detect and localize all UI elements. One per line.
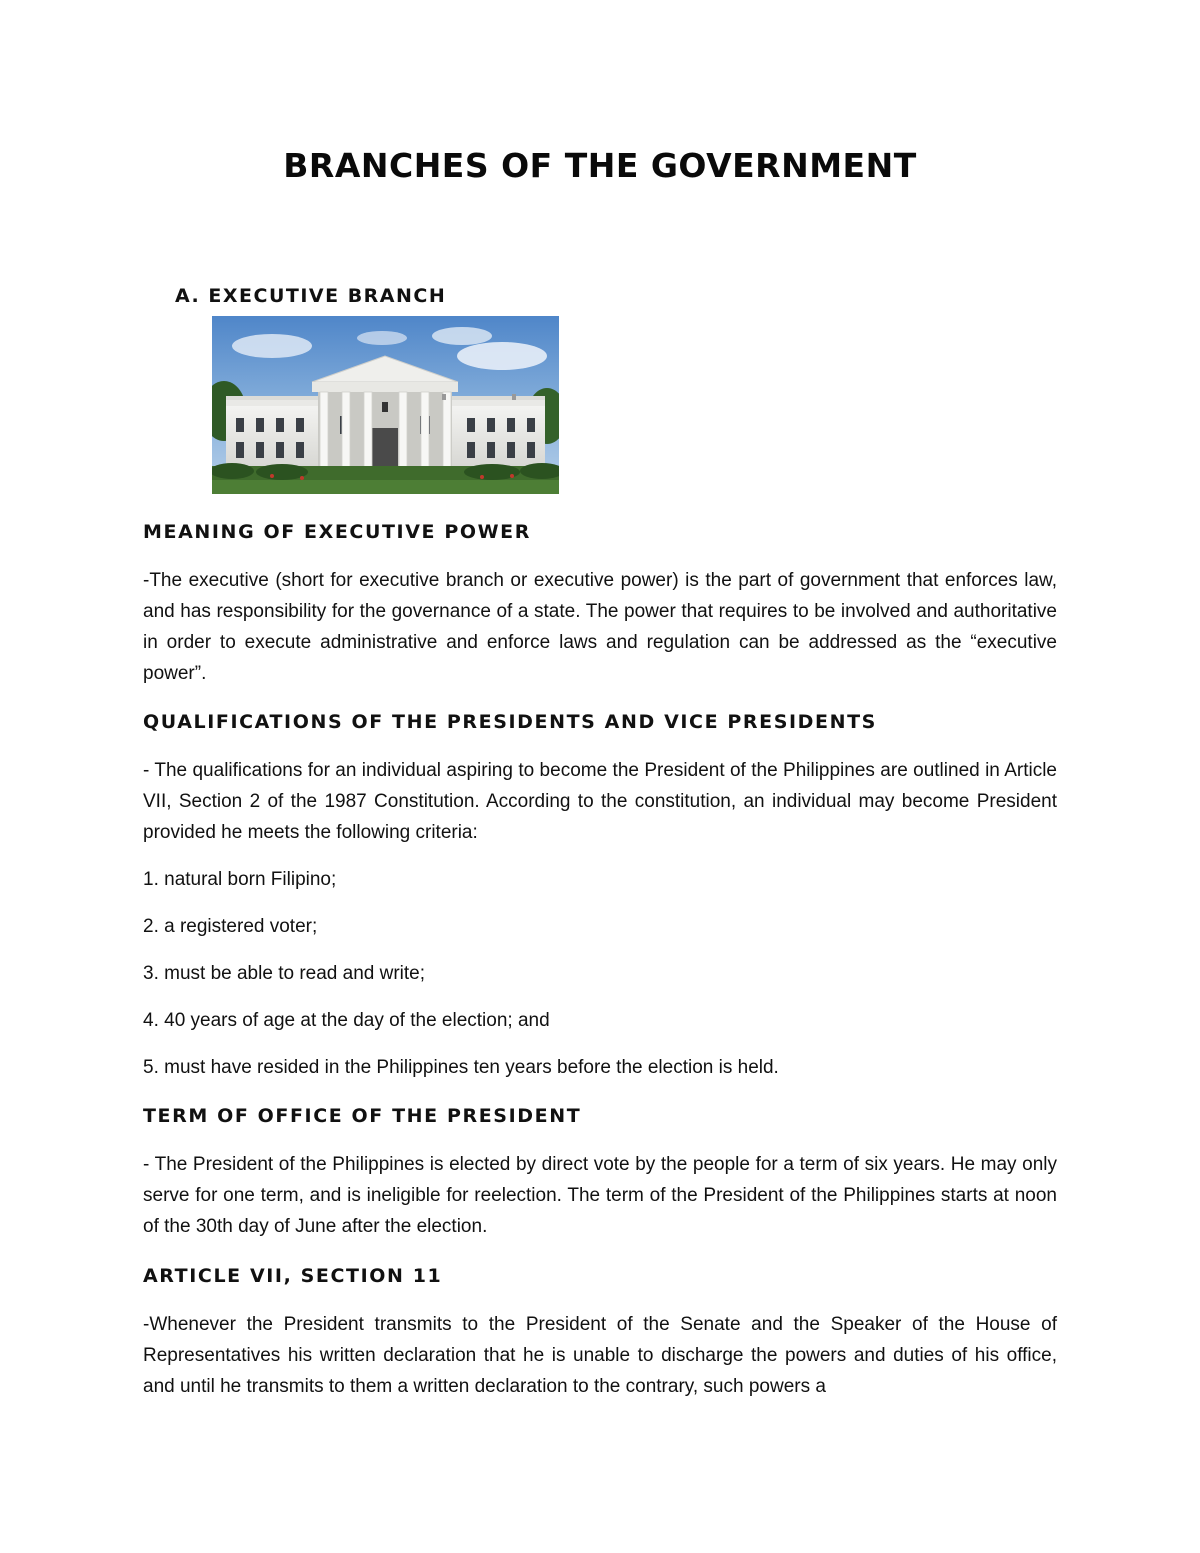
- page-title: BRANCHES OF THE GOVERNMENT: [283, 146, 917, 185]
- paragraph-qualifications: - The qualifications for an individual aspiring to become the President of the Philippines are outlined in Article VII, Section 2 of the 1987 Constitution. According to the constitution, an individual may become President provided he meets the following criteria:: [143, 760, 1057, 843]
- paragraph-meaning: -The executive (short for executive branch or executive power) is the part of government that enforces law, and has responsibility for the governance of a state. The power that requires to be involved and authoritative in order to execute administrative and enforce laws and regulation can be addressed as the “executive power”.: [143, 570, 1057, 684]
- heading-qualifications: QUALIFICATIONS OF THE PRESIDENTS AND VICE PRESIDENTS: [143, 711, 877, 733]
- list-item: 5. must have resided in the Philippines ten years before the election is held.: [143, 1057, 779, 1078]
- heading-meaning-of-executive-power: MEANING OF EXECUTIVE POWER: [143, 521, 531, 543]
- list-item: 4. 40 years of age at the day of the election; and: [143, 1010, 550, 1031]
- list-item: 3. must be able to read and write;: [143, 963, 425, 984]
- white-house-illustration: [212, 316, 559, 494]
- heading-term-of-office: TERM OF OFFICE OF THE PRESIDENT: [143, 1105, 582, 1127]
- heading-article-vii-section-11: ARTICLE VII, SECTION 11: [143, 1265, 443, 1287]
- list-item: 2. a registered voter;: [143, 916, 318, 937]
- list-item: 1. natural born Filipino;: [143, 869, 337, 890]
- paragraph-term: - The President of the Philippines is elected by direct vote by the people for a term of six years. He may only serve for one term, and is ineligible for reelection. The term of the President of the Philippines starts at noon of the 30th day of June after the election.: [143, 1154, 1057, 1237]
- section-heading-executive-branch: A. EXECUTIVE BRANCH: [175, 285, 447, 307]
- white-house-photo: [212, 316, 559, 494]
- paragraph-article: -Whenever the President transmits to the President of the Senate and the Speaker of the House of Representatives his written declaration that he is unable to discharge the powers and duties of his office, and until he transmits to them a written declaration to the contrary, such powers a: [143, 1314, 1057, 1397]
